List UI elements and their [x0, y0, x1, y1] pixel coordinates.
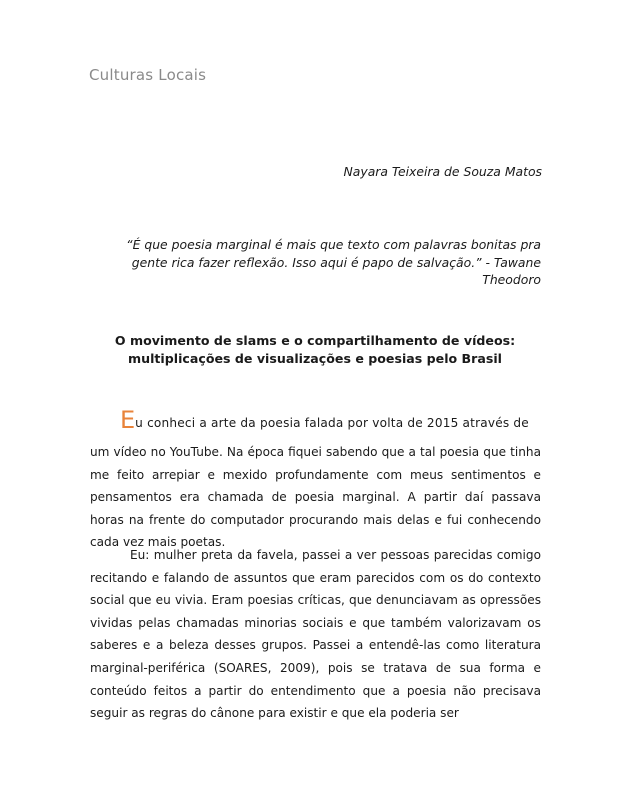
- title-line-2: multiplicações de visualizações e poesias pelo Brasil: [128, 351, 502, 366]
- author-name: Nayara Teixeira de Souza Matos: [343, 164, 542, 179]
- drop-cap: E: [120, 406, 136, 434]
- title-line-1: O movimento de slams e o compartilhamento de vídeos:: [114, 333, 516, 348]
- section-label: Culturas Locais: [89, 66, 207, 84]
- paragraph-1-first-line-text: u conheci a arte da poesia falada por volta de 2015 através de: [135, 416, 529, 430]
- paragraph-2: Eu: mulher preta da favela, passei a ver pessoas parecidas comigo recitando e falando de assuntos que eram parecidos com os do contexto social que eu vivia. Eram poesias críticas, que denunciavam as opressões vividas pelas chamadas minorias sociais e que também valorizavam os saberes e a beleza desses grupos. Passei a entendê-las como literatura marginal-periférica (SOARES, 2009), pois se tratava de sua forma e conteúdo feitos a partir do entendimento que a poesia não precisava seguir as regras do cânone para existir e que ela poderia ser: [90, 548, 541, 721]
- paragraph-1: um vídeo no YouTube. Na época fiquei sabendo que a tal poesia que tinha me feito arrepiar e mexido profundamente com meus sentimentos e pensamentos era chamada de poesia marginal. A partir daí passava horas na frente do computador procurando mais delas e fui conhecendo cada vez mais poetas.: [90, 445, 541, 550]
- epigraph-quote: “É que poesia marginal é mais que texto com palavras bonitas pra gente rica fazer reflexão. Isso aqui é papo de salvação.” - Tawane Theodoro: [126, 237, 541, 287]
- paragraph-1-first-line: [120, 408, 541, 432]
- article-title: [85, 332, 545, 368]
